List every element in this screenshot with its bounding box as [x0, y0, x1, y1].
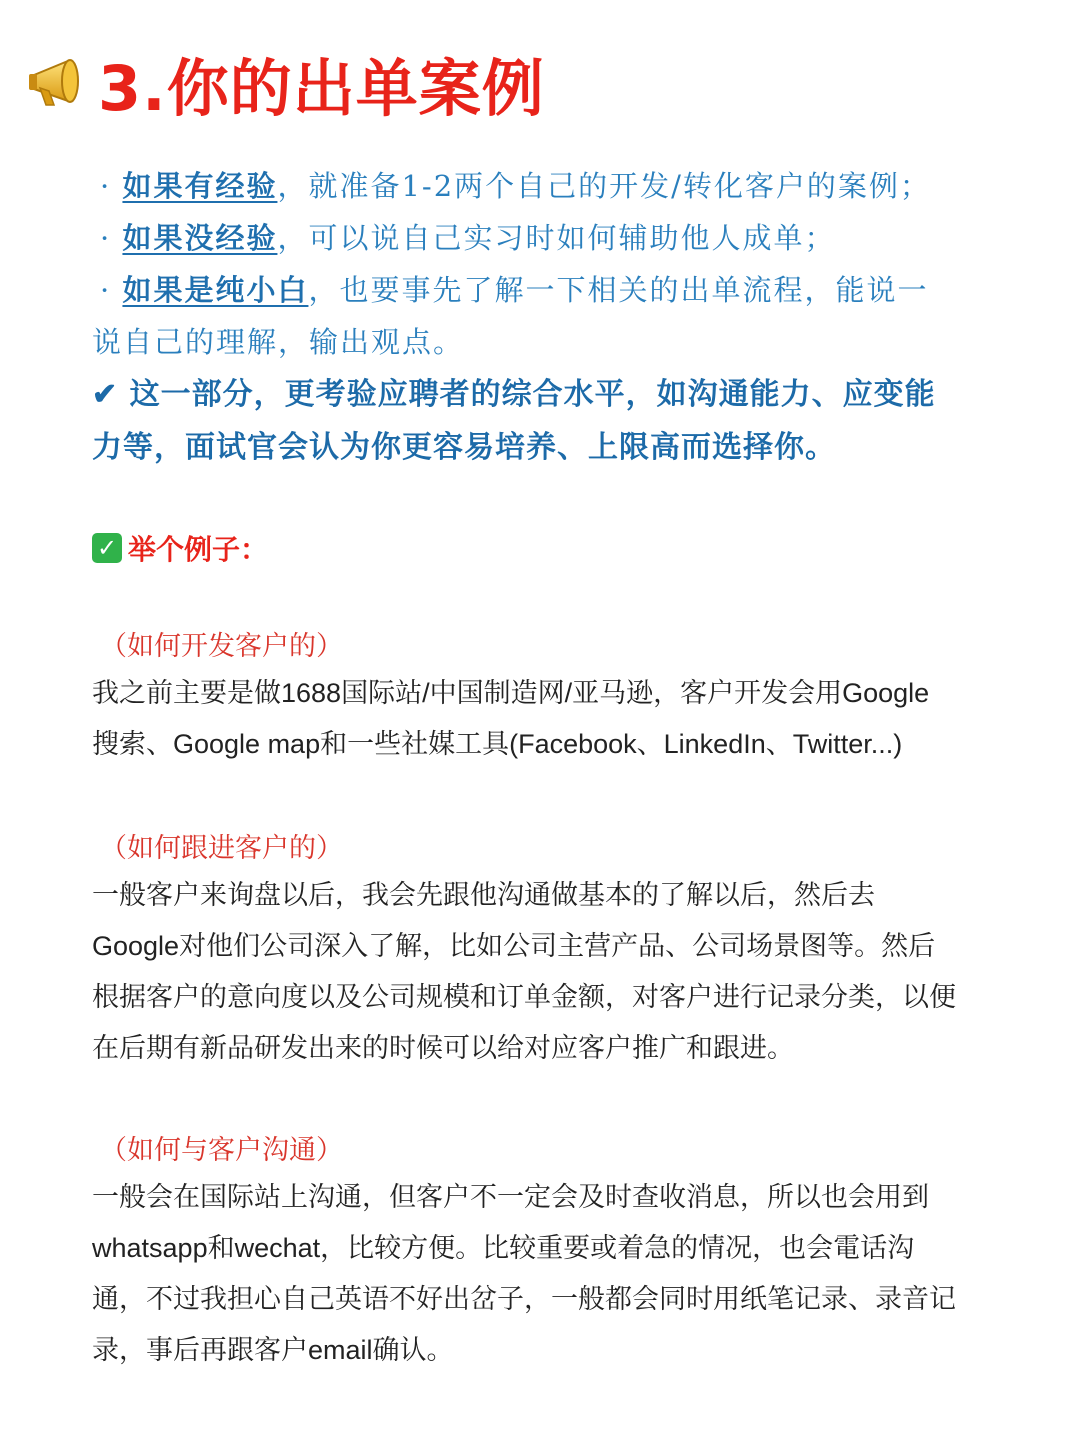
- section-heading-communicate: （如何与客户沟通）: [100, 1135, 343, 1165]
- intro-lead: 如果有经验: [122, 169, 278, 203]
- intro-lead: 如果是纯小白: [122, 273, 309, 307]
- section-body-communicate: [92, 1172, 992, 1376]
- section-heading-develop: （如何开发客户的）: [100, 631, 343, 661]
- section-body-develop: [92, 668, 992, 770]
- body-line: 一般会在国际站上沟通，但客户不一定会及时查收消息，所以也会用到: [92, 1182, 929, 1212]
- intro-text: ，可以说自己实习时如何辅助他人成单；: [277, 221, 836, 255]
- check-box-icon: ✓: [92, 533, 122, 563]
- intro-emphasis-line-1: [92, 368, 992, 421]
- intro-line-experienced: [92, 160, 992, 212]
- bullet: ·: [100, 169, 112, 203]
- example-heading: [92, 528, 268, 568]
- intro-emphasis-line-2: 力等，面试官会认为你更容易培养、上限高而选择你。: [92, 430, 836, 465]
- megaphone-icon: [28, 55, 98, 111]
- body-line: 一般客户来询盘以后，我会先跟他沟通做基本的了解以后，然后去: [92, 880, 875, 910]
- intro-line-continuation: 说自己的理解，输出观点。: [92, 325, 465, 359]
- intro-block: [92, 160, 992, 474]
- body-line: 根据客户的意向度以及公司规模和订单金额，对客户进行记录分类，以便: [92, 982, 956, 1012]
- body-line: whatsapp和wechat，比较方便。比较重要或着急的情况，也会電话沟: [92, 1233, 915, 1263]
- bullet: ·: [100, 273, 112, 307]
- bullet: ·: [100, 221, 112, 255]
- emphasis-text: 这一部分，更考验应聘者的综合水平，如沟通能力、应变能: [129, 377, 936, 412]
- example-label: 举个例子：: [128, 533, 269, 566]
- intro-lead: 如果没经验: [122, 221, 278, 255]
- intro-line-beginner: [92, 264, 992, 316]
- body-line: 在后期有新品研发出来的时候可以给对应客户推广和跟进。: [92, 1033, 794, 1063]
- body-line: 录，事后再跟客户email确认。: [92, 1335, 454, 1365]
- page-title: 3.你的出单案例: [98, 51, 545, 125]
- checkmark-icon: ✔: [92, 377, 119, 412]
- section-body-follow-up: [92, 870, 992, 1074]
- body-line: 通，不过我担心自己英语不好出岔子，一般都会同时用纸笔记录、录音记: [92, 1284, 956, 1314]
- intro-text: ，也要事先了解一下相关的出单流程，能说一: [308, 273, 929, 307]
- body-line: 我之前主要是做1688国际站/中国制造网/亚马逊，客户开发会用Google: [92, 678, 930, 708]
- body-line: 搜索、Google map和一些社媒工具(Facebook、LinkedIn、Twitter...): [92, 729, 903, 759]
- intro-text: ，就准备1-2两个自己的开发/转化客户的案例；: [277, 169, 931, 203]
- section-heading-follow-up: （如何跟进客户的）: [100, 833, 343, 863]
- title-row: [28, 38, 545, 128]
- intro-line-no-experience: [92, 212, 992, 264]
- body-line: Google对他们公司深入了解，比如公司主营产品、公司场景图等。然后: [92, 931, 936, 961]
